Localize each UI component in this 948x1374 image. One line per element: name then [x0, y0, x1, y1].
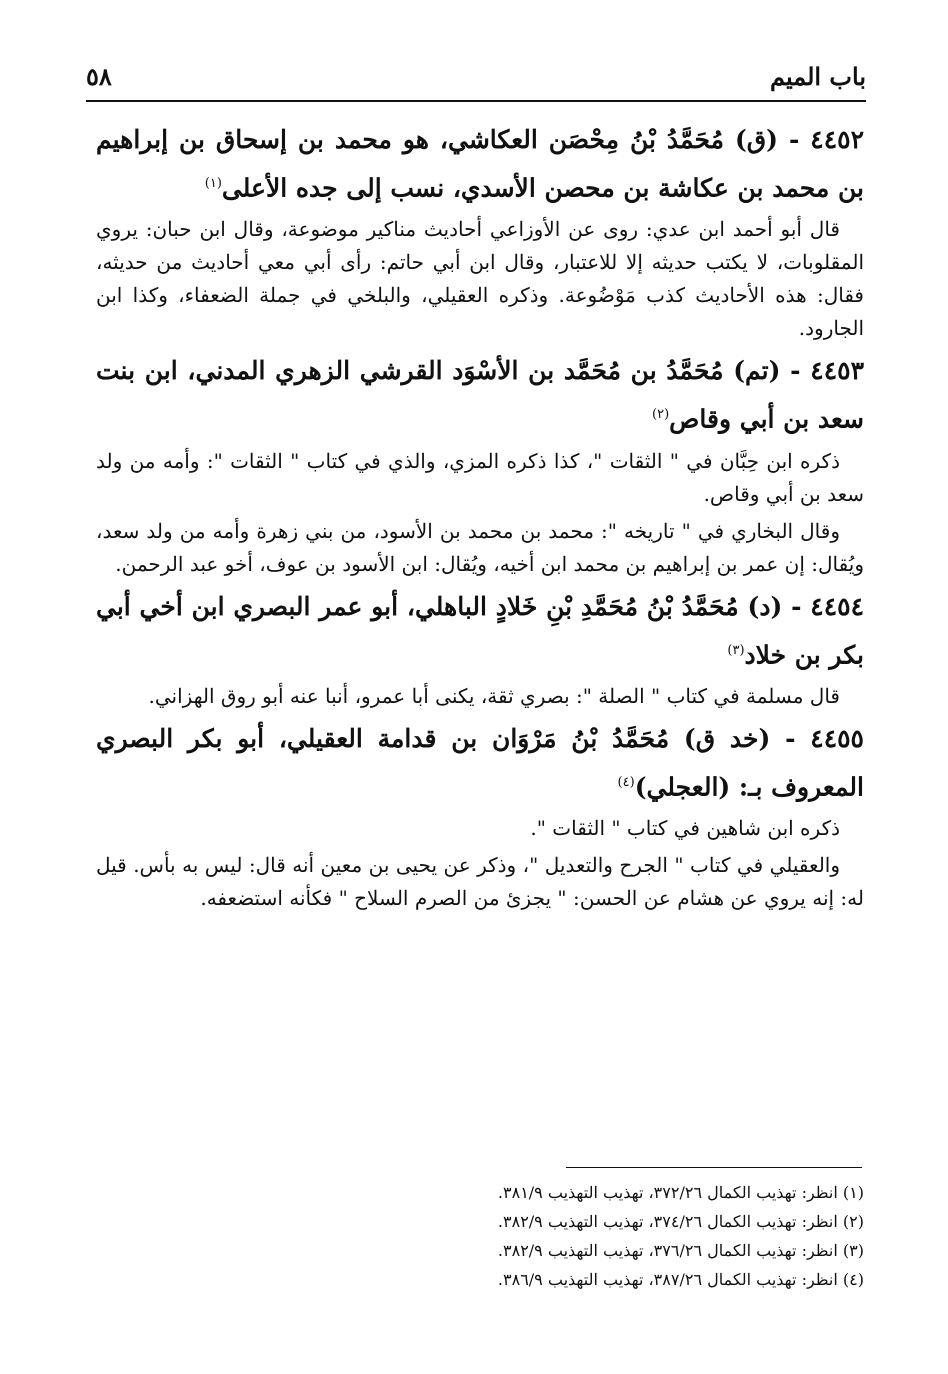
footnote-reference[interactable]: (٣): [727, 642, 745, 658]
entry-paragraph: وقال البخاري في " تاريخه ": محمد بن محمد بن الأسود، من بني زهرة وأمه من ولد سعد، ويُقال: إن عمر بن إبراهيم بن محمد ابن أخيه، ويُقال: ابن الأسود بن عوف، أخو عبد الرحمن.: [96, 518, 864, 576]
entry-number: ٤٤٥٤: [810, 591, 864, 621]
entry-paragraph: والعقيلي في كتاب " الجرح والتعديل "، وذكر عن يحيى بن معين أنه قال: ليس به بأس. قيل له: إنه يروي عن هشام عن الحسن: " يجزئ من الصرم السلاح " فكأنه استضعفه.: [96, 853, 864, 911]
entry-name: (د) مُحَمَّدُ بْنُ مُحَمَّدِ بْنِ خَلادٍ الباهلي، أبو عمر البصري ابن أخي أبي بكر بن خلاد: [96, 591, 864, 669]
biography-entry: [96, 349, 864, 580]
entry-name: (خد ق) مُحَمَّدُ بْنُ مَرْوَان بن قدامة العقيلي، أبو بكر البصري المعروف بـ: (العجلي): [96, 723, 864, 802]
entry-number: ٤٤٥٢: [810, 125, 864, 154]
entry-name: (تم) مُحَمَّدُ بن مُحَمَّد بن الأسْوَد القرشي الزهري المدني، ابن بنت سعد بن أبي وقاص: [96, 356, 864, 434]
footnote-reference[interactable]: (٤): [617, 774, 635, 790]
running-header: [86, 62, 866, 98]
biography-entry: [96, 585, 864, 713]
biography-entry: [96, 717, 864, 915]
footnotes: [364, 1178, 864, 1294]
entry-paragraph: قال مسلمة في كتاب " الصلة ": بصري ثقة، يكنى أبا عمرو، أنبا عنه أبو روق الهزاني.: [148, 683, 840, 708]
entry-number: ٤٤٥٣: [810, 356, 864, 386]
footnote-reference[interactable]: (٢): [652, 407, 670, 423]
entry-paragraph: ذكره ابن حِبَّان في " الثقات "، كذا ذكره المزي، والذي في كتاب " الثقات ": وأمه من ولد سعد بن أبي وقاص.: [96, 448, 864, 506]
footnote-reference[interactable]: (١): [204, 176, 222, 191]
entry-heading: ٤٤٥٣ - (تم) مُحَمَّدُ بن مُحَمَّد بن الأسْوَد القرشي الزهري المدني، ابن بنت سعد بن أبي وقاص$^{(٢)}$: [96, 356, 864, 434]
entry-name: (ق) مُحَمَّدُ بْنُ مِحْصَن العكاشي، هو محمد بن إسحاق بن إبراهيم بن محمد بن عكاشة بن محصن الأسدي، نسب إلى جده الأعلى: [96, 125, 864, 203]
entry-number: ٤٤٥٥: [810, 723, 864, 753]
footnote: (٤) انظر: تهذيب الكمال ٣٨٧/٢٦، تهذيب التهذيب ٣٨٦/٩.: [497, 1270, 864, 1289]
footnote: (١) انظر: تهذيب الكمال ٣٧٢/٢٦، تهذيب التهذيب ٣٨١/٩.: [497, 1183, 864, 1202]
chapter-title: باب الميم: [769, 62, 866, 91]
biography-entry: [96, 118, 864, 345]
footnote-separator: [566, 1167, 862, 1168]
footnote: (٢) انظر: تهذيب الكمال ٣٧٤/٢٦، تهذيب التهذيب ٣٨٢/٩.: [497, 1212, 864, 1231]
entry-paragraph: ذكره ابن شاهين في كتاب " الثقات ".: [530, 816, 840, 841]
header-rule: [86, 100, 866, 102]
main-text: [96, 118, 864, 919]
page-number: ٥٨: [86, 62, 112, 91]
footnote: (٣) انظر: تهذيب الكمال ٣٧٦/٢٦، تهذيب التهذيب ٣٨٢/٩.: [497, 1241, 864, 1260]
entry-paragraph: قال أبو أحمد ابن عدي: روى عن الأوزاعي أحاديث مناكير موضوعة، وقال ابن حبان: يروي المقلوبات، لا يكتب حديثه إلا للاعتبار، وقال ابن أبي حاتم: رأى أبي معي أحاديث من حديثه، فقال: هذه الأحاديث كذب مَوْضُوعة. وذكره العقيلي، والبلخي في جملة الضعفاء، وكذا ابن الجارود.: [96, 217, 864, 341]
entry-heading: ٤٤٥٥ - (خد ق) مُحَمَّدُ بْنُ مَرْوَان بن قدامة العقيلي، أبو بكر البصري المعروف بـ: (العجلي)$^{(٤)}$: [96, 723, 864, 802]
entry-heading: ٤٤٥٤ - (د) مُحَمَّدُ بْنُ مُحَمَّدِ بْنِ خَلادٍ الباهلي، أبو عمر البصري ابن أخي أبي بكر بن خلاد$^{(٣)}$: [96, 591, 864, 669]
entry-heading: ٤٤٥٢ - (ق) مُحَمَّدُ بْنُ مِحْصَن العكاشي، هو محمد بن إسحاق بن إبراهيم بن محمد بن عكاشة بن محصن الأسدي، نسب إلى جده الأعلى$^{(١)}$: [96, 125, 864, 203]
